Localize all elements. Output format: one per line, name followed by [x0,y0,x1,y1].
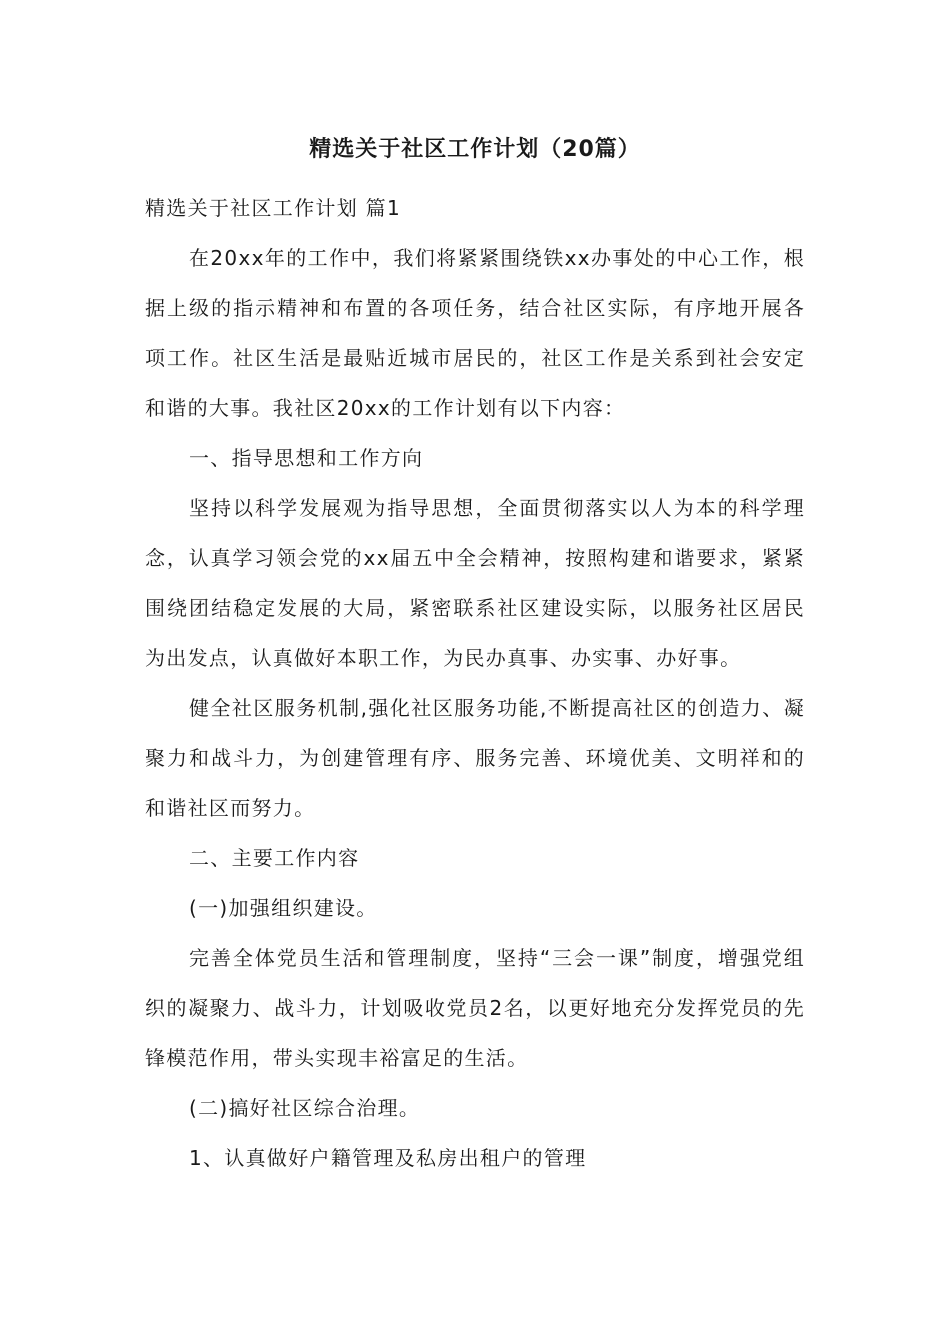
paragraph: 完善全体党员生活和管理制度，坚持“三会一课”制度，增强党组织的凝聚力、战斗力，计划吸收党员2名，以更好地充分发挥党员的先锋模范作用，带头实现丰裕富足的生活。 [145,946,805,1070]
paragraph: 坚持以科学发展观为指导思想，全面贯彻落实以人为本的科学理念，认真学习领会党的xx届五中全会精神，按照构建和谐要求，紧紧围绕团结稳定发展的大局，紧密联系社区建设实际，以服务社区居民为出发点，认真做好本职工作，为民办真事、办实事、办好事。 [145,496,805,670]
section-heading: 精选关于社区工作计划 篇1 [145,196,401,220]
paragraph: (二)搞好社区综合治理。 [189,1096,421,1120]
paragraph: 健全社区服务机制,强化社区服务功能,不断提高社区的创造力、凝聚力和战斗力，为创建管理有序、服务完善、环境优美、文明祥和的和谐社区而努力。 [145,696,805,820]
paragraph: 一、指导思想和工作方向 [189,446,424,470]
document-body [145,183,805,1183]
paragraph: (一)加强组织建设。 [189,896,378,920]
paragraph: 在20xx年的工作中，我们将紧紧围绕铁xx办事处的中心工作，根据上级的指示精神和布置的各项任务，结合社区实际，有序地开展各项工作。社区生活是最贴近城市居民的，社区工作是关系到社会安定和谐的大事。我社区20xx的工作计划有以下内容： [145,246,805,420]
paragraph: 1、认真做好户籍管理及私房出租户的管理 [189,1146,587,1170]
paragraph: 二、主要工作内容 [189,846,360,870]
document-title: 精选关于社区工作计划（20篇） [309,137,641,162]
